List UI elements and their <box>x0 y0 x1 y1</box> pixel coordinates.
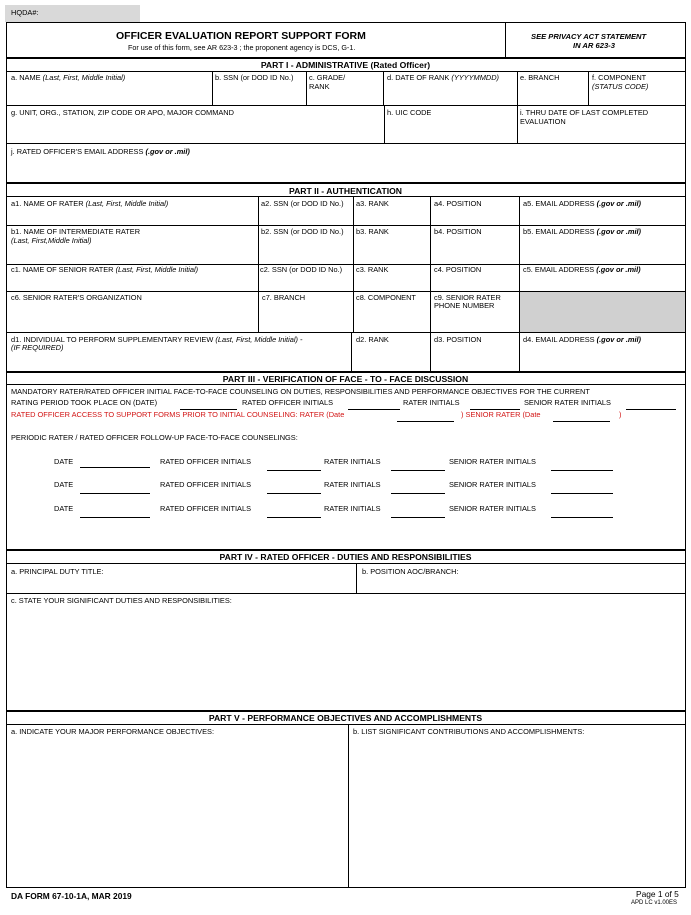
intermediate-rater-name-hint: (Last, First,Middle Initial) <box>11 236 92 245</box>
intermediate-rater-email-label: b5. EMAIL ADDRESS (.gov or .mil) <box>523 227 642 236</box>
intermediate-rater-position-label: b4. POSITION <box>434 227 482 236</box>
form-number: DA FORM 67-10-1A, MAR 2019 <box>11 891 132 901</box>
access-senior-rater-text: ) SENIOR RATER (Date <box>461 410 541 419</box>
reviewer-position-label: d3. POSITION <box>434 335 482 344</box>
senior-rater-position-label: c4. POSITION <box>434 265 482 274</box>
version-label: APD LC v1.00ES <box>631 900 678 906</box>
periodic-date-input[interactable] <box>80 467 150 468</box>
periodic-sri-input[interactable] <box>551 517 613 518</box>
periodic-date-label: DATE <box>54 480 74 489</box>
component-status-label: (STATUS CODE) <box>592 82 649 91</box>
periodic-sri-label: SENIOR RATER INITIALS <box>449 480 536 489</box>
periodic-sri-input[interactable] <box>551 493 613 494</box>
contributions-label: b. LIST SIGNIFICANT CONTRIBUTIONS AND ACCOMPLISHMENTS: <box>353 727 585 736</box>
periodic-roi-label: RATED OFFICER INITIALS <box>160 504 252 513</box>
principal-duty-label: a. PRINCIPAL DUTY TITLE: <box>11 567 104 576</box>
privacy-line-2: IN AR 623-3 <box>573 41 615 50</box>
component-label: f. COMPONENT <box>592 73 647 82</box>
periodic-date-input[interactable] <box>80 493 150 494</box>
senior-rater-org-label: c6. SENIOR RATER'S ORGANIZATION <box>11 293 142 302</box>
periodic-date-label: DATE <box>54 504 74 513</box>
rated-officer-initials-label: RATED OFFICER INITIALS <box>242 398 334 407</box>
rater-ssn-label: a2. SSN (or DOD ID No.) <box>261 199 344 208</box>
periodic-roi-label: RATED OFFICER INITIALS <box>160 457 252 466</box>
senior-rater-phone-label-1: c9. SENIOR RATER <box>434 293 501 302</box>
rated-grade-label-1: c. GRADE/ <box>309 73 346 82</box>
thru-date-label-2: EVALUATION <box>520 117 566 126</box>
header-divider <box>505 23 506 57</box>
form-title: OFFICER EVALUATION REPORT SUPPORT FORM <box>116 30 366 42</box>
intermediate-rater-name-label: b1. NAME OF INTERMEDIATE RATER <box>11 227 141 236</box>
periodic-roi-input[interactable] <box>267 493 321 494</box>
periodic-ri-label: RATER INITIALS <box>324 480 381 489</box>
rater-position-label: a4. POSITION <box>434 199 482 208</box>
senior-rater-rank-label: c3. RANK <box>356 265 389 274</box>
divider <box>353 197 354 332</box>
intermediate-rater-rank-label: b3. RANK <box>356 227 389 236</box>
periodic-date-label: DATE <box>54 457 74 466</box>
objectives-label: a. INDICATE YOUR MAJOR PERFORMANCE OBJECTIVES: <box>11 727 214 736</box>
part2-title: PART II - AUTHENTICATION <box>289 186 402 196</box>
part1-title: PART I - ADMINISTRATIVE (Rated Officer) <box>260 60 431 70</box>
periodic-date-input[interactable] <box>80 517 150 518</box>
supplementary-reviewer-label: d1. INDIVIDUAL TO PERFORM SUPPLEMENTARY REVIEW (Last, First, Middle Initial) - <box>11 335 303 344</box>
intermediate-rater-ssn-label: b2. SSN (or DOD ID No.) <box>261 227 344 236</box>
form-subtitle: For use of this form, see AR 623-3 ; the proponent agency is DCS, G-1. <box>128 43 356 52</box>
rated-officer-initials-input[interactable] <box>348 409 400 410</box>
rated-grade-label-2: RANK <box>309 82 330 91</box>
divider <box>258 197 259 332</box>
reviewer-email-label: d4. EMAIL ADDRESS (.gov or .mil) <box>523 335 642 344</box>
rated-email-label: j. RATED OFFICER'S EMAIL ADDRESS (.gov or .mil) <box>11 147 190 156</box>
senior-rater-component-label: c8. COMPONENT <box>356 293 416 302</box>
part5-title: PART V - PERFORMANCE OBJECTIVES AND ACCOMPLISHMENTS <box>208 713 483 723</box>
access-close-paren: ) <box>619 410 622 419</box>
initial-counseling-text: MANDATORY RATER/RATED OFFICER INITIAL FACE-TO-FACE COUNSELING ON DUTIES, RESPONSIBILITIES AND PERFORMANCE OBJECTIVES FOR THE CURRENT <box>11 387 590 396</box>
position-aoc-label: b. POSITION AOC/BRANCH: <box>362 567 459 576</box>
hqda-label: HQDA#: <box>11 8 39 17</box>
part3-title: PART III - VERIFICATION OF FACE - TO - FACE DISCUSSION <box>222 374 469 384</box>
duties-textarea[interactable] <box>7 594 685 710</box>
rater-name-label: a1. NAME OF RATER (Last, First, Middle Initial) <box>11 199 169 208</box>
divider <box>351 333 352 371</box>
objectives-textarea[interactable] <box>7 725 348 887</box>
periodic-ri-label: RATER INITIALS <box>324 457 381 466</box>
privacy-line-1: SEE PRIVACY ACT STATEMENT <box>531 32 647 41</box>
supplementary-reviewer-hint: (IF REQUIRED) <box>11 343 64 352</box>
periodic-sri-input[interactable] <box>551 470 613 471</box>
rater-rank-label: a3. RANK <box>356 199 389 208</box>
senior-rater-initials-input[interactable] <box>626 409 676 410</box>
periodic-roi-input[interactable] <box>267 470 321 471</box>
divider <box>519 197 520 371</box>
access-senior-rater-date-input[interactable] <box>553 421 610 422</box>
rated-name-label: a. NAME (Last, First, Middle Initial) <box>11 73 126 82</box>
part5-rule <box>6 710 686 712</box>
access-notice-text: RATED OFFICER ACCESS TO SUPPORT FORMS PRIOR TO INITIAL COUNSELING: RATER (Date <box>11 410 345 419</box>
unit-label: g. UNIT, ORG., STATION, ZIP CODE OR APO, MAJOR COMMAND <box>11 108 234 117</box>
periodic-ri-input[interactable] <box>391 470 445 471</box>
duties-label: c. STATE YOUR SIGNIFICANT DUTIES AND RESPONSIBILITIES: <box>11 596 232 605</box>
senior-rater-name-label: c1. NAME OF SENIOR RATER (Last, First, Middle Initial) <box>11 265 199 274</box>
senior-rater-branch-label: c7. BRANCH <box>262 293 306 302</box>
periodic-sri-label: SENIOR RATER INITIALS <box>449 504 536 513</box>
rater-initials-label: RATER INITIALS <box>403 398 460 407</box>
branch-label: e. BRANCH <box>520 73 560 82</box>
rated-ssn-label: b. SSN (or DOD ID No.) <box>215 73 294 82</box>
part3-rule <box>6 371 686 373</box>
uic-label: h. UIC CODE <box>387 108 432 117</box>
contributions-textarea[interactable] <box>349 725 685 887</box>
part4-title: PART IV - RATED OFFICER - DUTIES AND RESPONSIBILITIES <box>219 552 472 562</box>
periodic-roi-input[interactable] <box>267 517 321 518</box>
senior-rater-initials-label: SENIOR RATER INITIALS <box>524 398 611 407</box>
page-number: Page 1 of 5 <box>636 889 679 899</box>
periodic-ri-input[interactable] <box>391 517 445 518</box>
rater-email-label: a5. EMAIL ADDRESS (.gov or .mil) <box>523 199 642 208</box>
date-of-rank-label: d. DATE OF RANK (YYYYMMDD) <box>387 73 499 82</box>
part4-rule <box>6 549 686 551</box>
periodic-ri-label: RATER INITIALS <box>324 504 381 513</box>
periodic-ri-input[interactable] <box>391 493 445 494</box>
reviewer-rank-label: d2. RANK <box>356 335 389 344</box>
divider <box>6 384 686 385</box>
shaded-cell <box>520 292 685 332</box>
periodic-roi-label: RATED OFFICER INITIALS <box>160 480 252 489</box>
senior-rater-phone-label-2: PHONE NUMBER <box>434 301 495 310</box>
divider <box>430 197 431 371</box>
part2-rule <box>6 182 686 184</box>
senior-rater-ssn-label: c2. SSN (or DOD ID No.) <box>260 265 343 274</box>
counseling-date-label: RATING PERIOD TOOK PLACE ON (DATE) <box>11 398 158 407</box>
access-rater-date-input[interactable] <box>397 421 454 422</box>
thru-date-label-1: i. THRU DATE OF LAST COMPLETED <box>520 108 649 117</box>
senior-rater-email-label: c5. EMAIL ADDRESS (.gov or .mil) <box>523 265 641 274</box>
periodic-counseling-label: PERIODIC RATER / RATED OFFICER FOLLOW-UP FACE-TO-FACE COUNSELINGS: <box>11 433 298 442</box>
part1-rule <box>6 57 686 59</box>
periodic-sri-label: SENIOR RATER INITIALS <box>449 457 536 466</box>
